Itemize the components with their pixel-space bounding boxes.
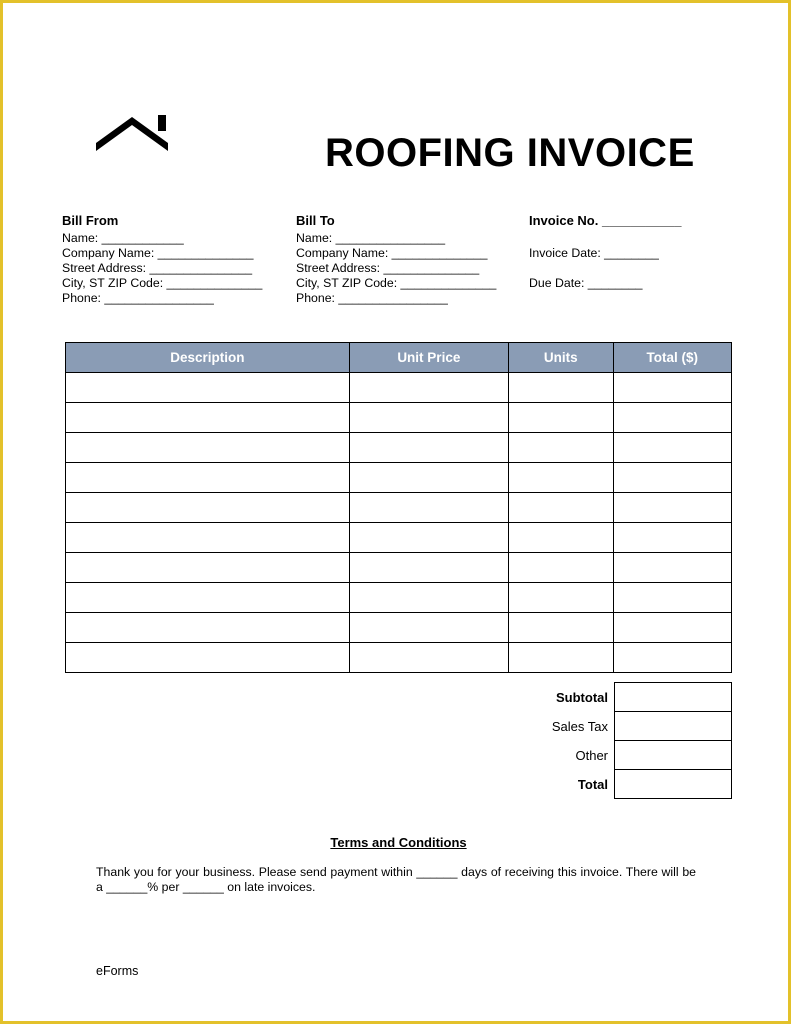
bill-to-phone: Phone: ________________	[296, 291, 448, 305]
total-cell[interactable]	[613, 553, 732, 583]
bill-to-city: City, ST ZIP Code: ______________	[296, 276, 497, 290]
totals-table	[503, 682, 732, 799]
bill-to-company: Company Name: ______________	[296, 246, 488, 260]
unit-price-cell[interactable]	[349, 613, 508, 643]
description-cell[interactable]	[66, 373, 350, 403]
column-description: Description	[66, 343, 350, 373]
total-cell[interactable]	[613, 583, 732, 613]
terms-title: Terms and Conditions	[330, 835, 467, 850]
description-cell[interactable]	[66, 433, 350, 463]
units-cell[interactable]	[508, 463, 613, 493]
line-items-body	[66, 373, 732, 673]
description-cell[interactable]	[66, 463, 350, 493]
column-unit-price: Unit Price	[349, 343, 508, 373]
units-cell[interactable]	[508, 613, 613, 643]
unit-price-cell[interactable]	[349, 643, 508, 673]
total-cell[interactable]	[613, 463, 732, 493]
description-cell[interactable]	[66, 553, 350, 583]
total-cell[interactable]	[613, 523, 732, 553]
unit-price-cell[interactable]	[349, 493, 508, 523]
bill-from-city: City, ST ZIP Code: ______________	[62, 276, 263, 290]
total-cell[interactable]	[613, 433, 732, 463]
unit-price-cell[interactable]	[349, 553, 508, 583]
line-items-table	[65, 342, 732, 673]
units-cell[interactable]	[508, 433, 613, 463]
total-row	[503, 770, 732, 799]
unit-price-cell[interactable]	[349, 433, 508, 463]
description-cell[interactable]	[66, 523, 350, 553]
other-row	[503, 741, 732, 770]
table-row	[66, 523, 732, 553]
table-row	[66, 463, 732, 493]
sales-tax-label: Sales Tax	[551, 718, 608, 734]
invoice-number-label: Invoice No. ___________	[529, 213, 682, 228]
total-cell[interactable]	[613, 643, 732, 673]
subtotal-row	[503, 683, 732, 712]
table-header-row	[66, 343, 732, 373]
other-cell[interactable]	[615, 741, 732, 770]
table-row	[66, 493, 732, 523]
table-row	[66, 583, 732, 613]
units-cell[interactable]	[508, 553, 613, 583]
table-row	[66, 433, 732, 463]
invoice-title: ROOFING INVOICE	[325, 131, 695, 175]
bill-from-section	[62, 213, 262, 306]
sales-tax-row	[503, 712, 732, 741]
bill-to-heading: Bill To	[296, 213, 335, 228]
unit-price-cell[interactable]	[349, 463, 508, 493]
table-row	[66, 613, 732, 643]
units-cell[interactable]	[508, 403, 613, 433]
unit-price-cell[interactable]	[349, 403, 508, 433]
unit-price-cell[interactable]	[349, 373, 508, 403]
table-row	[66, 643, 732, 673]
bill-to-name: Name: ________________	[296, 231, 446, 245]
table-row	[66, 553, 732, 583]
bill-from-name: Name: ____________	[62, 231, 184, 245]
sales-tax-cell[interactable]	[615, 712, 732, 741]
unit-price-cell[interactable]	[349, 583, 508, 613]
units-cell[interactable]	[508, 373, 613, 403]
description-cell[interactable]	[66, 613, 350, 643]
other-label: Other	[575, 747, 608, 763]
terms-text: Thank you for your business. Please send payment within ______ days of receiving this invoice. There will be a ______% per ______ on late invoices.	[96, 865, 696, 894]
total-label: Total	[577, 776, 608, 792]
bill-from-street: Street Address: _______________	[62, 261, 253, 275]
bill-from-phone: Phone: ________________	[62, 291, 214, 305]
total-cell[interactable]	[613, 403, 732, 433]
column-units: Units	[508, 343, 613, 373]
unit-price-cell[interactable]	[349, 523, 508, 553]
total-cell[interactable]	[613, 493, 732, 523]
bill-from-heading: Bill From	[62, 213, 119, 228]
bill-from-company: Company Name: ______________	[62, 246, 254, 260]
total-cell[interactable]	[615, 770, 732, 799]
column-total: Total ($)	[613, 343, 732, 373]
units-cell[interactable]	[508, 493, 613, 523]
table-row	[66, 373, 732, 403]
table-row	[66, 403, 732, 433]
subtotal-label: Subtotal	[556, 689, 608, 705]
invoice-date-label: Invoice Date: ________	[529, 246, 659, 260]
bill-to-section	[296, 213, 496, 306]
invoice-info-section	[529, 213, 682, 306]
house-roof-icon	[94, 115, 174, 155]
description-cell[interactable]	[66, 493, 350, 523]
total-cell[interactable]	[613, 613, 732, 643]
description-cell[interactable]	[66, 643, 350, 673]
description-cell[interactable]	[66, 403, 350, 433]
total-cell[interactable]	[613, 373, 732, 403]
description-cell[interactable]	[66, 583, 350, 613]
bill-to-street: Street Address: ______________	[296, 261, 480, 275]
subtotal-cell[interactable]	[615, 683, 732, 712]
due-date-label: Due Date: ________	[529, 276, 643, 290]
units-cell[interactable]	[508, 643, 613, 673]
brand-footer: eForms	[96, 964, 139, 978]
units-cell[interactable]	[508, 523, 613, 553]
units-cell[interactable]	[508, 583, 613, 613]
